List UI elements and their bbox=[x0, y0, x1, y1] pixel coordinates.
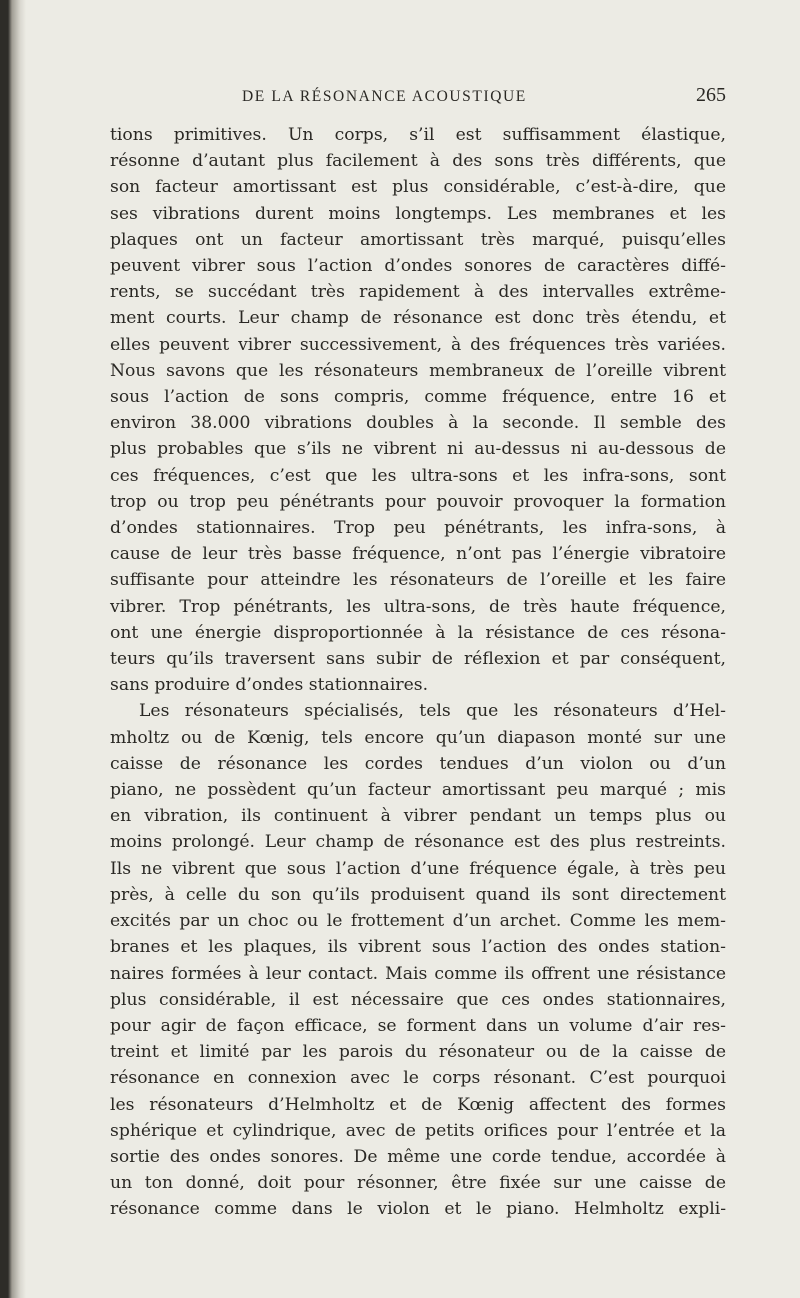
text-line: elles peuvent vibrer successivement, à des fréquences très variées. bbox=[110, 334, 726, 355]
text-line: Nous savons que les résonateurs membraneux de l’oreille vibrent bbox=[110, 360, 726, 381]
text-line: les résonateurs d’Helmholtz et de Kœnig affectent des formes bbox=[110, 1094, 726, 1115]
text-line: cause de leur très basse fréquence, n’ont pas l’énergie vibratoire bbox=[110, 544, 726, 565]
running-head bbox=[110, 84, 726, 122]
text-line: plus probables que s’ils ne vibrent ni au-dessus ni au-dessous de bbox=[110, 439, 726, 460]
text-line: ses vibrations durent moins longtemps. Les membranes et les bbox=[110, 203, 726, 224]
text-line: mholtz ou de Kœnig, tels encore qu’un diapason monté sur une bbox=[110, 727, 726, 748]
text-line: résonne d’autant plus facilement à des sons très différents, que bbox=[110, 151, 726, 172]
text-line: teurs qu’ils traversent sans subir de réflexion et par conséquent, bbox=[110, 649, 726, 670]
text-line: branes et les plaques, ils vibrent sous l’action des ondes station- bbox=[110, 937, 726, 958]
paragraph-2 bbox=[110, 698, 726, 1222]
text-line: trop ou trop peu pénétrants pour pouvoir provoquer la formation bbox=[110, 491, 726, 512]
body-text bbox=[110, 122, 726, 1223]
text-line: sous l’action de sons compris, comme fréquence, entre 16 et bbox=[110, 387, 726, 408]
text-line: naires formées à leur contact. Mais comme ils offrent une résistance bbox=[110, 963, 726, 984]
text-line: Ils ne vibrent que sous l’action d’une fréquence égale, à très peu bbox=[110, 858, 726, 879]
text-line: sortie des ondes sonores. De même une corde tendue, accordée à bbox=[110, 1146, 726, 1167]
book-binding-shadow bbox=[0, 0, 26, 1298]
book-page bbox=[110, 84, 726, 1223]
text-line: rents, se succédant très rapidement à des intervalles extrême- bbox=[110, 282, 726, 303]
text-line: résonance comme dans le violon et le piano. Helmholtz expli- bbox=[110, 1199, 726, 1220]
text-line: un ton donné, doit pour résonner, être fixée sur une caisse de bbox=[110, 1173, 726, 1194]
text-line: tions primitives. Un corps, s’il est suffisamment élastique, bbox=[110, 125, 726, 145]
text-line: excités par un choc ou le frottement d’un archet. Comme les mem- bbox=[110, 911, 726, 932]
text-line: Les résonateurs spécialisés, tels que les résonateurs d’Hel- bbox=[139, 701, 726, 722]
text-line: ont une énergie disproportionnée à la résistance de ces résona- bbox=[110, 622, 726, 643]
text-line: moins prolongé. Leur champ de résonance est des plus restreints. bbox=[110, 832, 726, 853]
text-line: sans produire d’ondes stationnaires. bbox=[110, 675, 429, 696]
text-line: suffisante pour atteindre les résonateurs de l’oreille et les faire bbox=[110, 570, 726, 591]
text-line: plus considérable, il est nécessaire que ces ondes stationnaires, bbox=[110, 989, 726, 1010]
text-line: en vibration, ils continuent à vibrer pendant un temps plus ou bbox=[110, 806, 726, 827]
text-line: vibrer. Trop pénétrants, les ultra-sons, de très haute fréquence, bbox=[110, 596, 726, 617]
text-line: piano, ne possèdent qu’un facteur amortissant peu marqué ; mis bbox=[110, 780, 726, 801]
text-line: son facteur amortissant est plus considérable, c’est-à-dire, que bbox=[110, 177, 726, 198]
text-line: d’ondes stationnaires. Trop peu pénétrants, les infra-sons, à bbox=[110, 518, 726, 539]
text-line: pour agir de façon efficace, se forment dans un volume d’air res- bbox=[110, 1015, 726, 1036]
text-line: peuvent vibrer sous l’action d’ondes sonores de caractères diffé- bbox=[110, 256, 726, 277]
text-line: ment courts. Leur champ de résonance est donc très étendu, et bbox=[110, 308, 726, 329]
text-line: ces fréquences, c’est que les ultra-sons et les infra-sons, sont bbox=[110, 465, 726, 486]
text-line: près, à celle du son qu’ils produisent quand ils sont directement bbox=[110, 884, 726, 905]
text-line: treint et limité par les parois du résonateur ou de la caisse de bbox=[110, 1042, 726, 1063]
page-number: 265 bbox=[696, 84, 726, 106]
text-line: résonance en connexion avec le corps résonant. C’est pourquoi bbox=[110, 1068, 726, 1089]
text-line: plaques ont un facteur amortissant très marqué, puisqu’elles bbox=[110, 229, 726, 250]
text-line: sphérique et cylindrique, avec de petits orifices pour l’entrée et la bbox=[110, 1120, 726, 1141]
text-line: environ 38.000 vibrations doubles à la seconde. Il semble des bbox=[110, 413, 726, 434]
paragraph-1 bbox=[110, 122, 726, 698]
text-line: caisse de résonance les cordes tendues d’un violon ou d’un bbox=[110, 753, 726, 774]
running-title: DE LA RÉSONANCE ACOUSTIQUE bbox=[242, 88, 527, 105]
